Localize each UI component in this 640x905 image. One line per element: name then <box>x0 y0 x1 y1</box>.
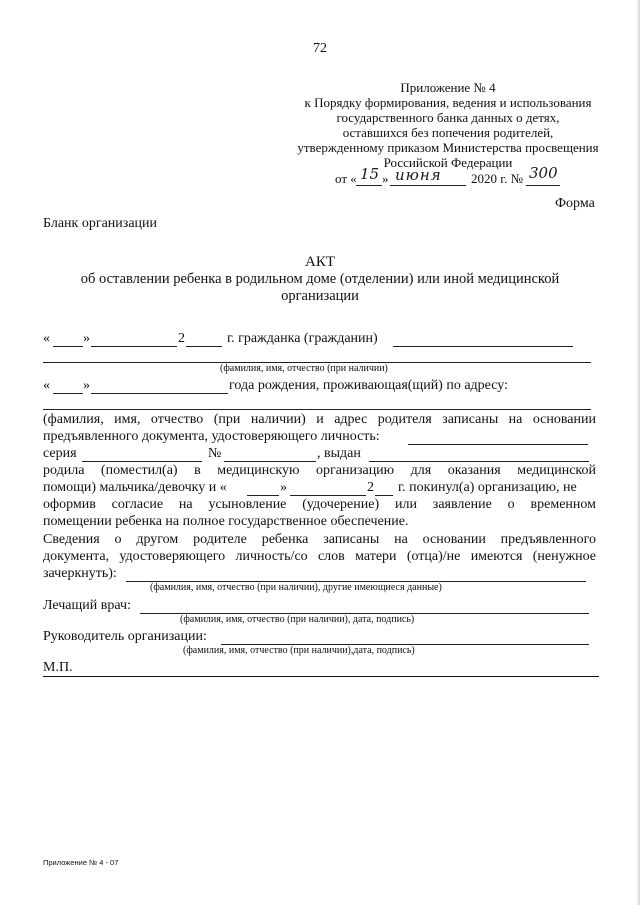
leave-year-blank-line <box>375 495 393 496</box>
act-title: АКТ <box>305 254 335 270</box>
para2-line-1: родила (поместил(а) в медицинскую организацию для оказания медицинской <box>43 463 596 478</box>
leave-month-blank-line <box>290 495 366 496</box>
para2-line-2b: » <box>280 480 287 495</box>
series-label: серия <box>43 446 77 461</box>
appendix-line-6: Российской Федерации <box>383 155 513 170</box>
day-blank-line <box>53 346 83 347</box>
page-number: 72 <box>313 41 327 56</box>
seal-line <box>43 676 599 677</box>
appendix-number-handwritten: 300 <box>529 164 558 182</box>
appendix-day-handwritten: 15 <box>360 165 380 183</box>
issued-label: , выдан <box>317 446 361 461</box>
para2-line-2d: г. покинул(а) организацию, не <box>398 480 577 495</box>
birth-close-quote: » <box>83 378 90 393</box>
appendix-line-2: к Порядку формирования, ведения и использования <box>304 95 592 110</box>
address-blank-line <box>43 409 591 410</box>
doctor-caption: (фамилия, имя, отчество (при наличии), дата, подпись) <box>180 614 415 625</box>
appendix-line-5: утвержденному приказом Министерства просвещения <box>297 140 599 155</box>
para3-line-3: зачеркнуть): <box>43 566 117 581</box>
series-blank-line <box>82 461 202 462</box>
number-label: № <box>208 446 222 461</box>
date-open-quote: « <box>43 331 50 346</box>
leave-day-blank-line <box>247 495 279 496</box>
document-blank-line <box>408 444 588 445</box>
para3-line-1: Сведения о другом родителе ребенка записаны на основании предъявленного <box>43 532 596 547</box>
para2-line-2a: помощи) мальчика/девочку и « <box>43 480 227 495</box>
year-blank-line <box>186 346 222 347</box>
act-subtitle-line-1: об оставлении ребенка в родильном доме (отделении) или иной медицинской <box>80 271 560 287</box>
footer-label: Приложение № 4 - 07 <box>43 858 119 867</box>
appendix-date-mid: » <box>382 171 389 186</box>
citizen-label: г. гражданка (гражданин) <box>227 331 378 346</box>
year-prefix: 2 <box>178 331 185 346</box>
number-blank-line <box>224 461 316 462</box>
other-parent-caption: (фамилия, имя, отчество (при наличии), другие имеющиеся данные) <box>150 582 442 593</box>
issued-blank-line <box>369 461 589 462</box>
appendix-year-number: 2020 г. № <box>471 171 524 186</box>
birth-open-quote: « <box>43 378 50 393</box>
number-underline <box>526 185 560 186</box>
appendix-line-3: государственного банка данных о детях, <box>336 110 560 125</box>
day-underline <box>356 185 382 186</box>
page-edge-shadow <box>636 0 640 905</box>
org-blank-label: Бланк организации <box>43 216 158 231</box>
birth-address-label: года рождения, проживающая(щий) по адресу: <box>229 378 508 393</box>
month-blank-line <box>91 346 177 347</box>
para3-line-2: документа, удостоверяющего личность/со слов матери (отца)/не имеются (ненужное <box>43 549 596 564</box>
para1-line-2: предъявленного документа, удостоверяющего личность: <box>43 429 380 444</box>
head-label: Руководитель организации: <box>43 629 207 644</box>
para1-line-1: (фамилия, имя, отчество (при наличии) и адрес родителя записаны на основании <box>43 412 596 427</box>
appendix-line-4: оставшихся без попечения родителей, <box>342 125 554 140</box>
para2-line-3: оформив согласие на усыновление (удочерение) или заявление о временном <box>43 497 596 512</box>
act-subtitle-line-2: организации <box>281 288 359 304</box>
doctor-label: Лечащий врач: <box>43 598 131 613</box>
para2-line-4: помещении ребенка на полное государственное обеспечение. <box>43 514 409 529</box>
para2-line-2c: 2 <box>367 480 374 495</box>
citizen-blank-line <box>393 346 573 347</box>
date-close-quote: » <box>83 331 90 346</box>
fio-caption: (фамилия, имя, отчество (при наличии) <box>220 363 388 374</box>
appendix-line-1: Приложение № 4 <box>400 80 496 95</box>
birth-day-blank-line <box>53 393 83 394</box>
month-underline <box>390 185 466 186</box>
head-caption: (фамилия, имя, отчество (при наличии),дата, подпись) <box>183 645 415 656</box>
appendix-date-prefix: от « <box>335 171 357 186</box>
seal-label: М.П. <box>43 660 73 675</box>
birth-date-blank-line <box>91 393 228 394</box>
form-label: Форма <box>555 196 595 211</box>
appendix-month-handwritten: июня <box>395 166 442 184</box>
